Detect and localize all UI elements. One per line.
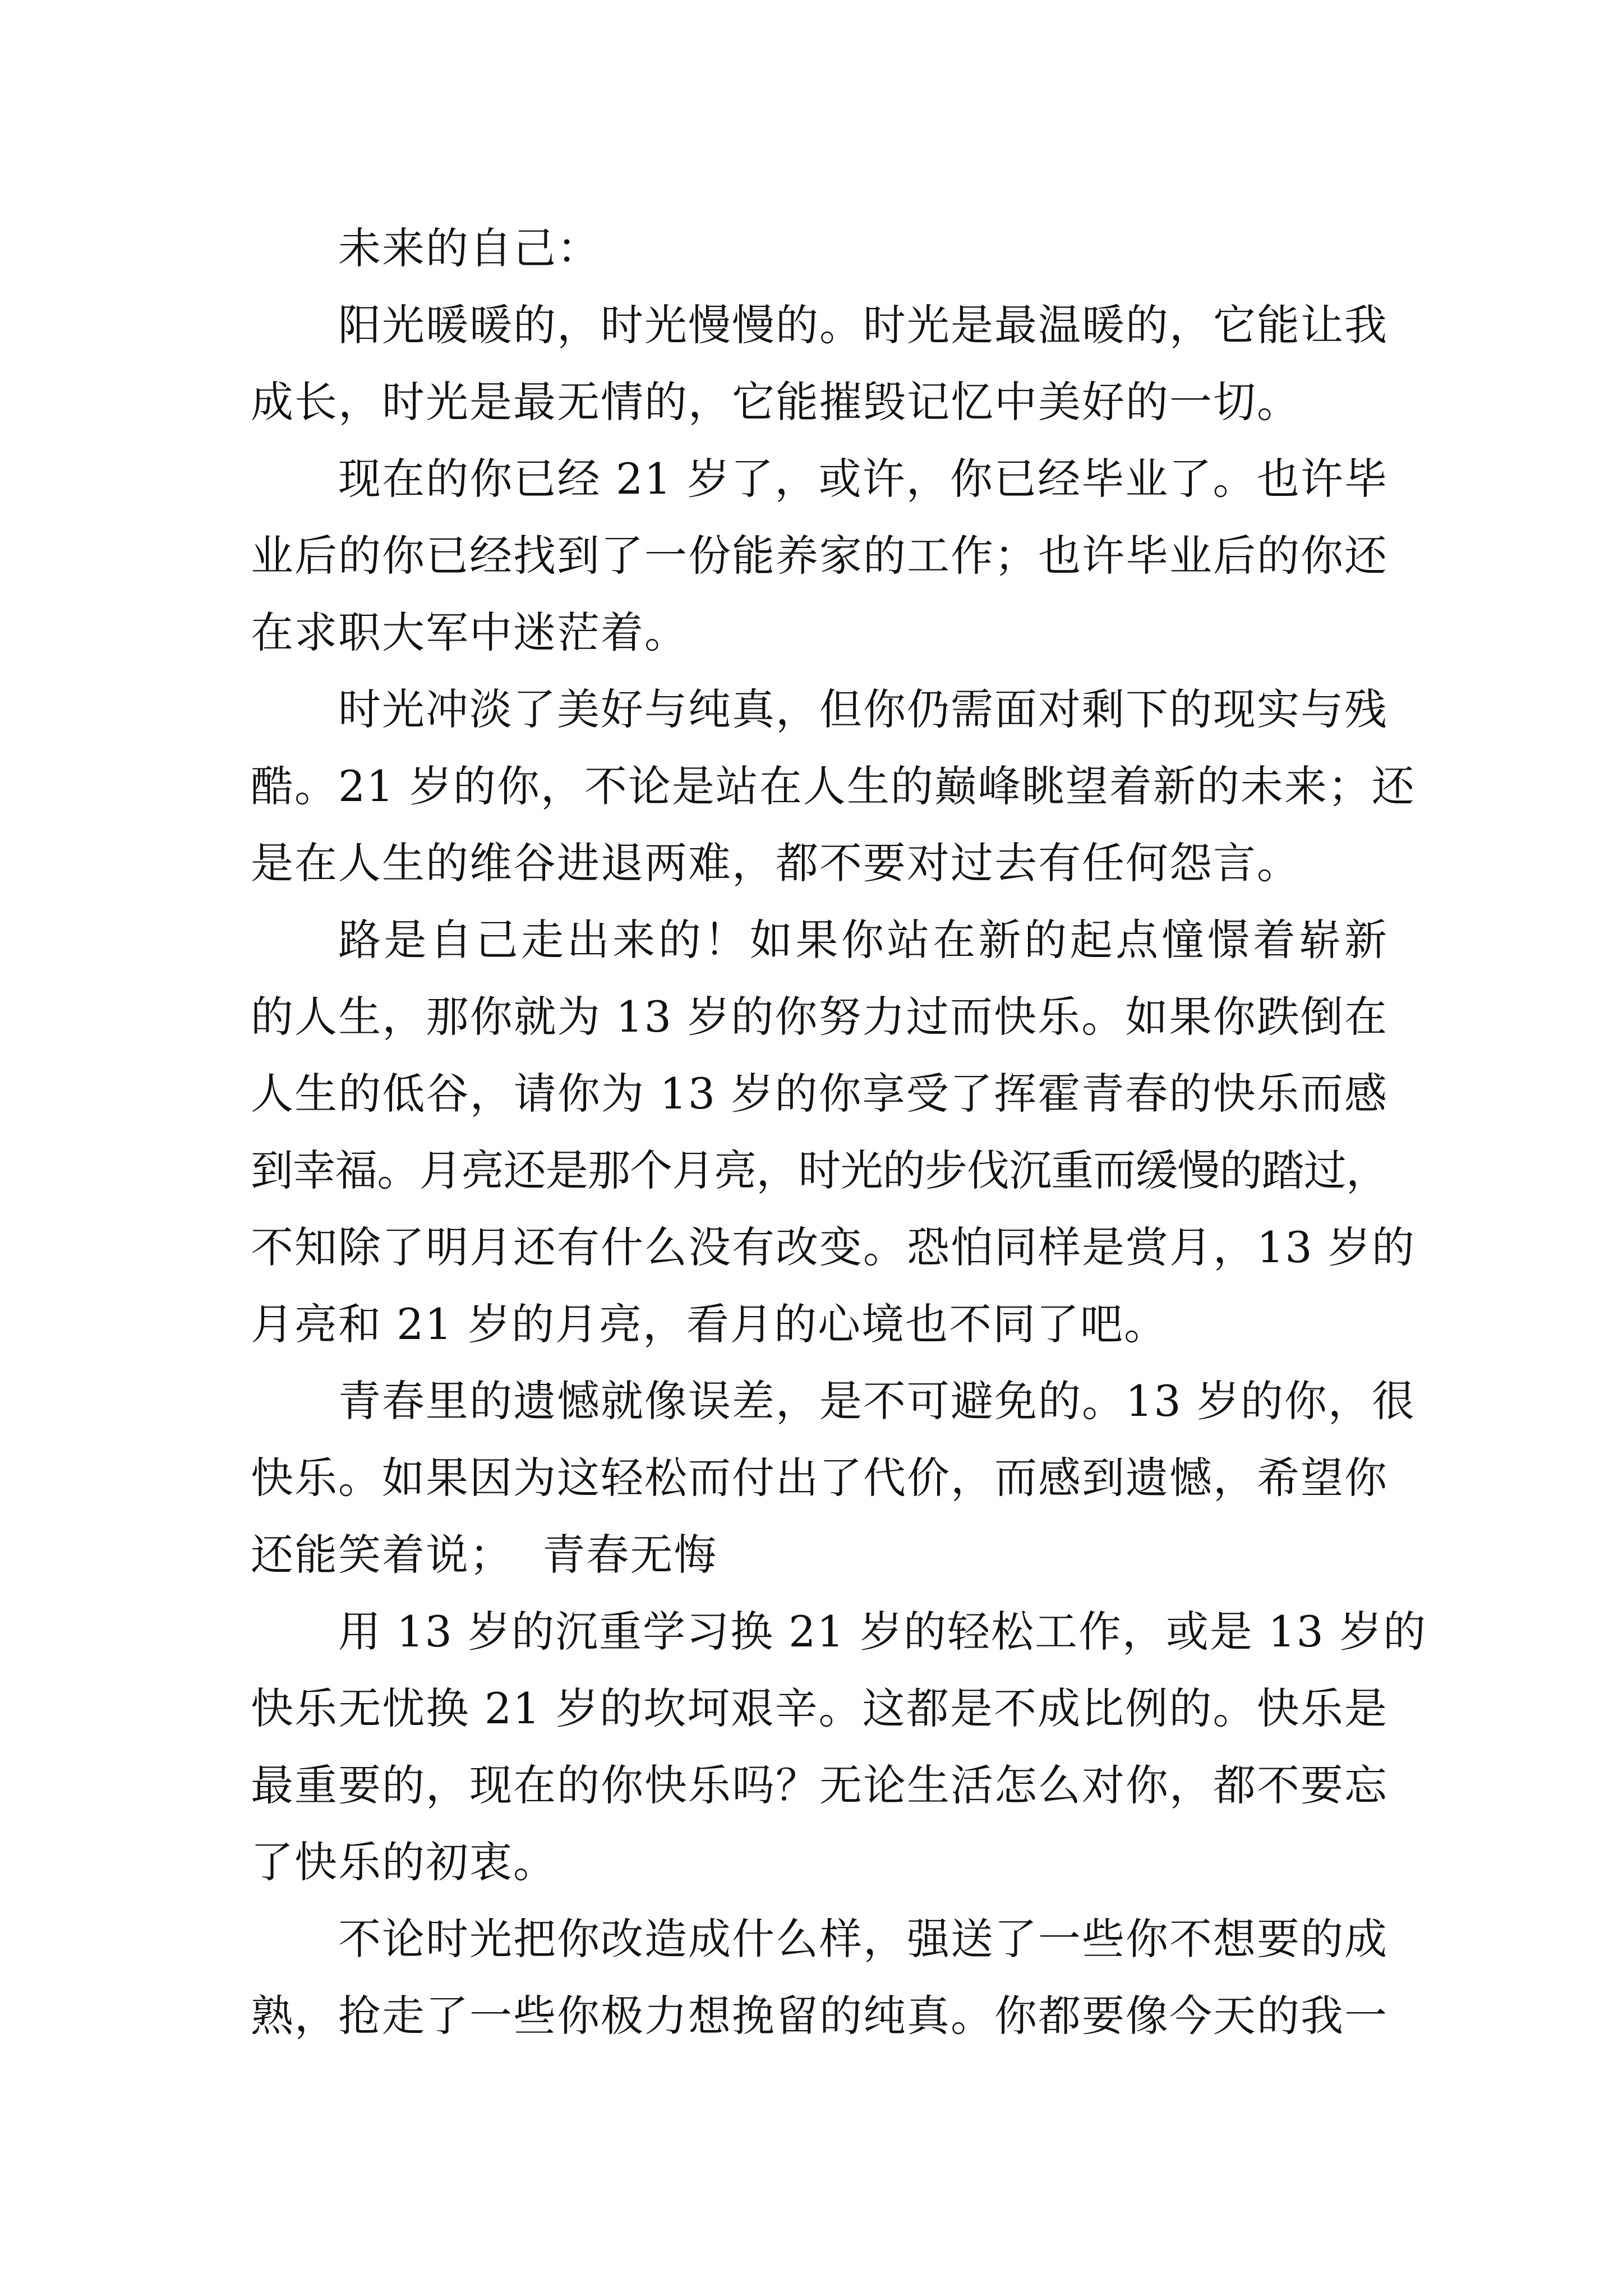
text-line: 用 13 岁的沉重学习换 21 岁的轻松工作，或是 13 岁的 — [338, 1607, 1427, 1657]
paragraph — [251, 1901, 1388, 2054]
text-line: 到幸福。月亮还是那个月亮，时光的步伐沉重而缓慢的踏过， — [251, 1145, 1388, 1195]
text-line: 是在人生的维谷进退两难，都不要对过去有任何怨言。 — [251, 838, 1301, 888]
text-line: 还能笑着说； 青春无悔 — [251, 1530, 718, 1580]
text-line: 月亮和 21 岁的月亮，看月的心境也不同了吧。 — [251, 1299, 1168, 1349]
text-line: 现在的你已经 21 岁了，或许，你已经毕业了。也许毕 — [338, 454, 1388, 504]
text-line: 业后的你已经找到了一份能养家的工作；也许毕业后的你还 — [251, 531, 1388, 581]
text-line: 快乐无忧换 21 岁的坎坷艰辛。这都是不成比例的。快乐是 — [251, 1683, 1388, 1733]
text-line: 成长，时光是最无情的，它能摧毁记忆中美好的一切。 — [251, 377, 1301, 427]
text-line: 最重要的，现在的你快乐吗？无论生活怎么对你，都不要忘 — [251, 1760, 1388, 1810]
paragraph — [251, 901, 1415, 1363]
text-line: 阳光暖暖的，时光慢慢的。时光是最温暖的，它能让我 — [338, 300, 1388, 350]
text-line: 青春里的遗憾就像误差，是不可避免的。13 岁的你，很 — [338, 1376, 1415, 1426]
text-line: 酷。21 岁的你，不论是站在人生的巅峰眺望着新的未来；还 — [251, 761, 1415, 811]
paragraph — [251, 1363, 1415, 1593]
text-line: 了快乐的初衷。 — [251, 1837, 557, 1887]
document-body — [251, 210, 1427, 2054]
paragraph — [251, 440, 1388, 671]
text-line: 不知除了明月还有什么没有改变。恐怕同样是赏月，13 岁的 — [251, 1222, 1415, 1272]
text-line: 熟，抢走了一些你极力想挽留的纯真。你都要像今天的我一 — [251, 1991, 1388, 2041]
text-line: 不论时光把你改造成什么样，强送了一些你不想要的成 — [338, 1914, 1388, 1964]
text-line: 时光冲淡了美好与纯真，但你仍需面对剩下的现实与残 — [338, 684, 1388, 734]
text-line: 快乐。如果因为这轻松而付出了代价，而感到遗憾，希望你 — [251, 1453, 1388, 1503]
text-line: 的人生，那你就为 13 岁的你努力过而快乐。如果你跌倒在 — [251, 992, 1388, 1042]
text-line: 在求职大军中迷茫着。 — [251, 608, 688, 657]
text-line: 路是自己走出来的！如果你站在新的起点憧憬着崭新 — [338, 915, 1388, 965]
salutation: 未来的自己： — [338, 223, 601, 273]
text-line: 人生的低谷，请你为 13 岁的你享受了挥霍青春的快乐而感 — [251, 1069, 1388, 1119]
paragraph — [251, 287, 1388, 440]
paragraph — [251, 1593, 1427, 1901]
paragraph — [251, 671, 1415, 901]
